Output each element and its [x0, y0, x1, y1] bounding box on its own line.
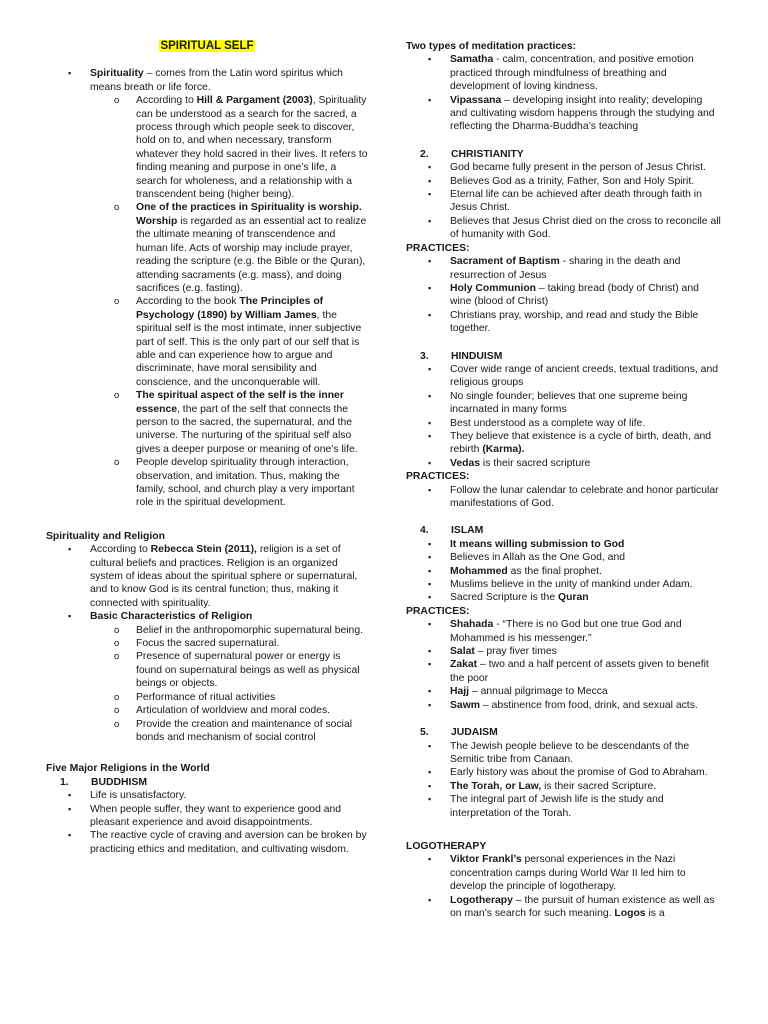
item-text: – abstinence from food, drink, and sexual acts. — [480, 699, 698, 711]
list-item — [406, 282, 722, 309]
religion-name: JUDAISM — [451, 727, 498, 739]
item-text: According to — [90, 544, 151, 556]
item-bold: Shahada — [450, 619, 494, 631]
page-title: SPIRITUAL SELF — [160, 40, 254, 52]
religion-list — [46, 543, 368, 623]
item-text: , the spiritual self is the most intimate, inner subjective part of self. This is the only part of our self that is able and can experience how to argue and discriminate, have moral sensibility and conscience, and the unconquerable will. — [136, 309, 362, 388]
judaism-list — [406, 740, 722, 820]
item-bold: Sacrament of Baptism — [450, 256, 560, 268]
list-item: ▪ Early history was about the promise of God to Abraham. — [406, 766, 722, 779]
religion-number: 1. — [60, 776, 69, 788]
item-text: People develop spirituality through interaction, observation, and imitation. Thus, making the family, school, and church play a very important role in the spiritual development. — [136, 457, 355, 509]
list-item — [406, 780, 722, 793]
list-item: o Presence of supernatural power or energy is found on supernatural beings as well as physical beings or objects. — [46, 650, 368, 690]
religion-name: ISLAM — [451, 525, 484, 537]
logotherapy-list — [406, 853, 722, 920]
item-bold: Salat — [450, 646, 475, 658]
item-bold: Logotherapy — [450, 894, 513, 906]
spirituality-subitems — [46, 94, 368, 510]
item-bold: Zakat — [450, 659, 478, 671]
item-bold: The spiritual aspect of the self is the inner essence — [136, 390, 344, 415]
item-text: is a — [645, 907, 665, 919]
religion-heading-christianity — [406, 148, 722, 161]
list-item: ▪ It means willing submission to God — [406, 538, 722, 551]
item-bold: Vedas — [450, 457, 481, 469]
item-text: , the part of the self that connects the person to the sacred, the supernatural, and the universe. The nurturing of the spiritual self also gives a deeper purpose or meaning of one’s life. — [136, 403, 358, 455]
item-bold: The Torah, or Law, — [450, 780, 542, 792]
section-heading-five-religions: Five Major Religions in the World — [46, 763, 210, 775]
list-item: ▪ Christians pray, worship, and read and study the Bible together. — [406, 309, 722, 336]
islam-practices — [406, 618, 722, 712]
list-item — [406, 699, 722, 712]
list-item — [406, 565, 722, 578]
meditation-heading: Two types of meditation practices: — [406, 41, 577, 52]
list-item: ▪ Best understood as a complete way of life. — [406, 417, 722, 430]
religion-name: HINDUISM — [451, 350, 503, 362]
list-item: ▪ Cover wide range of ancient creeds, textual traditions, and religious groups — [406, 363, 722, 390]
item-text: as the final prophet. — [507, 565, 602, 577]
list-item: ▪ Eternal life can be achieved after death through faith in Jesus Christ. — [406, 188, 722, 215]
list-item — [406, 255, 722, 282]
list-item — [406, 658, 722, 685]
list-item: o Provide the creation and maintenance of social bonds and mechanism of social control — [46, 718, 368, 745]
list-item — [406, 645, 722, 658]
item-bold: Quran — [558, 592, 589, 604]
practices-label: PRACTICES: — [406, 471, 470, 483]
religion-name: BUDDHISM — [91, 776, 147, 788]
list-item: ▪ Life is unsatisfactory. — [46, 789, 368, 802]
item-bold: Holy Communion — [450, 282, 537, 294]
title-wrap — [46, 40, 368, 53]
item-text: – developing insight into reality; developing and cultivating wisdom happens through the studying and reflecting the Dharma-Buddha’s teaching — [450, 94, 715, 133]
hinduism-list — [406, 363, 722, 470]
christianity-list — [406, 161, 722, 241]
list-item: o Articulation of worldview and moral codes. — [46, 704, 368, 717]
religion-number: 3. — [420, 350, 429, 362]
religion-number: 2. — [420, 148, 429, 160]
item-text: is their sacred Scripture. — [541, 780, 657, 792]
list-item: o Focus the sacred supernatural. — [46, 637, 368, 650]
item-bold: Rebecca Stein (2011), — [150, 544, 257, 556]
list-item — [406, 53, 722, 93]
religion-number: 4. — [420, 525, 429, 537]
item-bold: Mohammed — [450, 565, 508, 577]
religion-heading-judaism — [406, 726, 722, 739]
list-item: o Performance of ritual activities — [46, 691, 368, 704]
item-bold: Hill & Pargament (2003) — [196, 95, 313, 107]
list-item: ▪ No single founder; believes that one supreme being incarnated in many forms — [406, 390, 722, 417]
religion-number: 5. — [420, 727, 429, 739]
list-item — [406, 894, 722, 921]
item-text: According to the book — [136, 296, 240, 308]
religion-heading-islam — [406, 524, 722, 537]
list-item — [46, 389, 368, 456]
list-item: o Belief in the anthropomorphic supernatural being. — [46, 624, 368, 637]
list-item: ▪ God became fully present in the person of Jesus Christ. — [406, 161, 722, 174]
section-heading-logotherapy: LOGOTHERAPY — [406, 840, 487, 852]
characteristics-heading: ▪ Basic Characteristics of Religion — [46, 610, 368, 623]
practices-label: PRACTICES: — [406, 605, 470, 617]
item-bold: Logos — [614, 907, 646, 919]
list-item — [46, 94, 368, 201]
list-item — [406, 591, 722, 604]
list-item — [46, 295, 368, 389]
list-item — [46, 543, 368, 610]
item-text: - calm, concentration, and positive emotion practiced through mindfulness of breathing and development of loving kindness. — [450, 54, 694, 93]
religion-name: CHRISTIANITY — [451, 148, 524, 160]
item-text: – annual pilgrimage to Mecca — [469, 686, 608, 698]
item-text: Sacred Scripture is the — [450, 592, 558, 604]
hinduism-practices — [406, 484, 722, 511]
list-item: ▪ The reactive cycle of craving and aversion can be broken by practicing ethics and meditation, and cultivating wisdom. — [46, 829, 368, 856]
item-text: - sharing in the death and resurrection of Jesus — [450, 256, 681, 281]
list-item — [406, 853, 722, 893]
item-bold: Samatha — [450, 54, 494, 66]
item-text: , Spirituality can be understood as a search for the sacred, a process through which people seek to discover, hold on to, and when necessary, transform whatever they hold sacred in their lives. It refers to finding meaning and purpose in one’s life, a search for wholeness, and a relationship with a transcendent being (higher being). — [136, 95, 368, 201]
item-text: - “There is no God but one true God and Mohammed is his messenger.” — [450, 619, 682, 644]
spirituality-list — [46, 67, 368, 94]
item-bold: Sawm — [450, 699, 481, 711]
spirituality-definition — [46, 67, 368, 94]
list-item: ▪ The Jewish people believe to be descendants of the Semitic tribe from Canaan. — [406, 740, 722, 767]
spirituality-term: Spirituality — [90, 68, 144, 80]
item-bold: (Karma). — [482, 444, 525, 456]
item-text: – two and a half percent of assets given to benefit the poor — [450, 659, 709, 684]
item-text: – the pursuit of human existence as well as on man’s search for such meaning. — [450, 894, 715, 919]
list-item: ▪ Follow the lunar calendar to celebrate and honor particular manifestations of God. — [406, 484, 722, 511]
practices-label: PRACTICES: — [406, 242, 470, 254]
list-item: ▪ Believes God as a trinity, Father, Son and Holy Spirit. — [406, 175, 722, 188]
spirituality-text: – comes from the Latin word spiritus which means breath or life force. — [90, 68, 343, 93]
item-bold: Vipassana — [450, 94, 502, 106]
right-column — [406, 40, 722, 920]
item-text: religion is a set of cultural beliefs and practices. Religion is an organized system of ideas about the spiritual sphere or supernatural, and to know God is its central function; thus, making it connected with spirituality. — [90, 544, 358, 609]
item-text: According to — [136, 95, 197, 107]
list-item — [46, 456, 368, 510]
religion-heading-buddhism — [46, 776, 368, 789]
buddhism-list — [46, 789, 368, 856]
section-heading-religion: Spirituality and Religion — [46, 530, 165, 542]
list-item: ▪ The integral part of Jewish life is the study and interpretation of the Torah. — [406, 793, 722, 820]
list-item — [406, 618, 722, 645]
item-text: is regarded as an essential act to realize the ultimate meaning of transcendence and human life. Acts of worship may include prayer, reading the scripture (e.g. the Bible or the Quran), attending sacraments (e.g. mass), and doing sacrifices (e.g. fasting). — [136, 215, 367, 294]
meditation-list — [406, 53, 722, 133]
item-bold: Hajj — [450, 686, 470, 698]
list-item — [406, 457, 722, 470]
list-item — [406, 94, 722, 134]
item-bold: The Principles of Psychology (1890) by William James — [136, 296, 324, 321]
list-item — [406, 685, 722, 698]
list-item: ▪ Believes that Jesus Christ died on the cross to reconcile all of humanity with God. — [406, 215, 722, 242]
item-bold: One of the practices in Spirituality is worship. Worship — [136, 202, 362, 227]
religion-heading-hinduism — [406, 350, 722, 363]
item-bold: Viktor Frankl’s — [450, 854, 522, 866]
christianity-practices — [406, 255, 722, 335]
list-item — [406, 430, 722, 457]
left-column — [46, 38, 368, 856]
item-text: – pray fiver times — [474, 646, 557, 658]
item-text: They believe that existence is a cycle of birth, death, and rebirth — [450, 430, 712, 456]
islam-list — [406, 538, 722, 605]
list-item: ▪ Muslims believe in the unity of mankind under Adam. — [406, 578, 722, 591]
item-text: – taking bread (body of Christ) and wine (blood of Christ) — [450, 282, 699, 308]
list-item: ▪ When people suffer, they want to experience good and pleasant experience and avoid disappointments. — [46, 803, 368, 830]
list-item: ▪ Believes in Allah as the One God, and — [406, 551, 722, 564]
characteristics-list — [46, 624, 368, 745]
item-text: is their sacred scripture — [480, 457, 591, 469]
item-text: personal experiences in the Nazi concentration camps during World War II led him to develop the principle of logotherapy. — [450, 854, 686, 893]
list-item — [46, 201, 368, 295]
